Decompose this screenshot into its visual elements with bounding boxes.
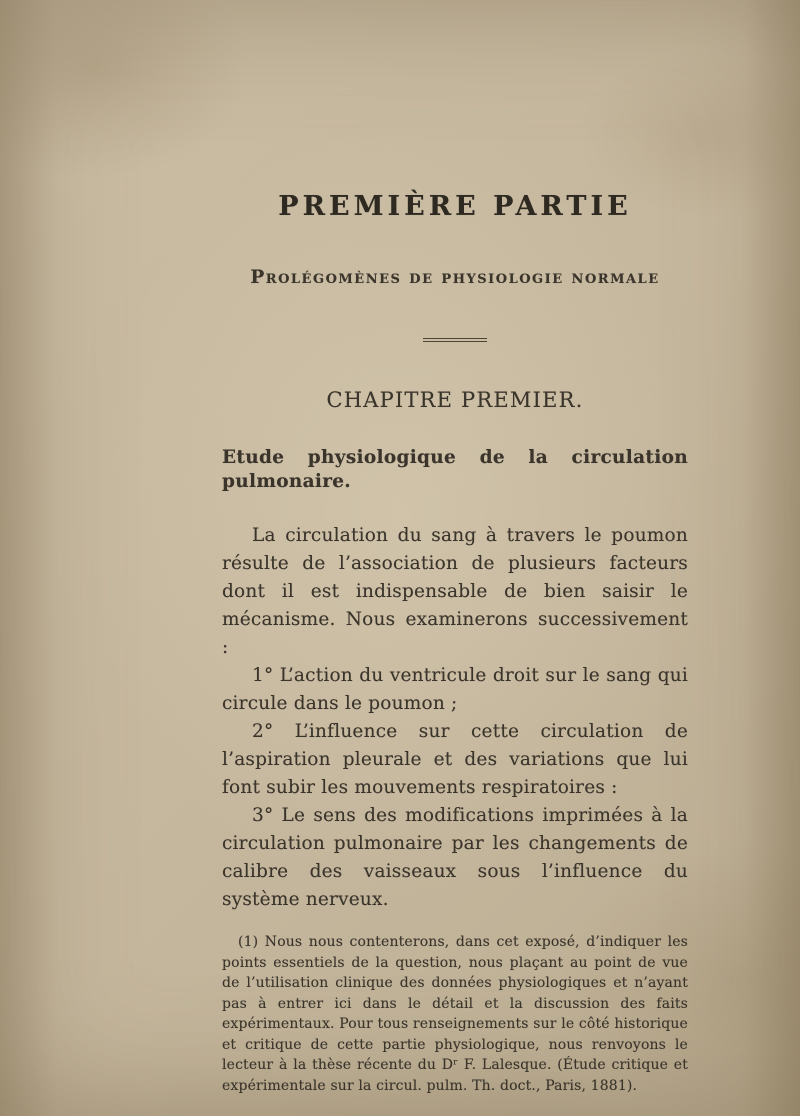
paragraph-item-1: 1° L’action du ventricule droit sur le sang qui circule dans le poumon ;	[222, 665, 688, 714]
text-column	[222, 0, 688, 1096]
paragraph-item-2: 2° L’influence sur cette circulation de l’aspiration pleurale et des variations que lui font subir les mouvements respiratoires :	[222, 721, 688, 798]
section-heading: Etude physiologique de la circulation pulmonaire.	[222, 447, 688, 492]
paragraph-item-3: 3° Le sens des modifications imprimées à la circulation pulmonaire par les changements de calibre des vaisseaux sous l’influence du système nerveux.	[222, 805, 688, 910]
part-title: PREMIÈRE PARTIE	[278, 191, 632, 222]
footnote: (1) Nous nous contenterons, dans cet exposé, d’indiquer les points essentiels de la question, nous plaçant au point de vue de l’utilisation clinique des données physiologiques et n’ayant pas à entrer ici dans le détail et la discussion des faits expérimentaux. Pour tous renseignements sur le côté historique et critique de cette partie physiologique, nous renvoyons le lecteur à la thèse récente du Dʳ F. Lalesque. (Étude critique et expérimentale sur la circul. pulm. Th. doct., Paris, 1881).	[222, 934, 688, 1094]
part-subtitle: Prolégomènes de physiologie normale	[250, 267, 660, 288]
paragraph-intro: La circulation du sang à travers le poumon résulte de l’association de plusieurs facteurs dont il est indispensable de bien saisir le mécanisme. Nous examinerons successivement :	[222, 525, 688, 658]
ornamental-rule	[423, 338, 487, 342]
chapter-title: CHAPITRE PREMIER.	[326, 388, 584, 412]
